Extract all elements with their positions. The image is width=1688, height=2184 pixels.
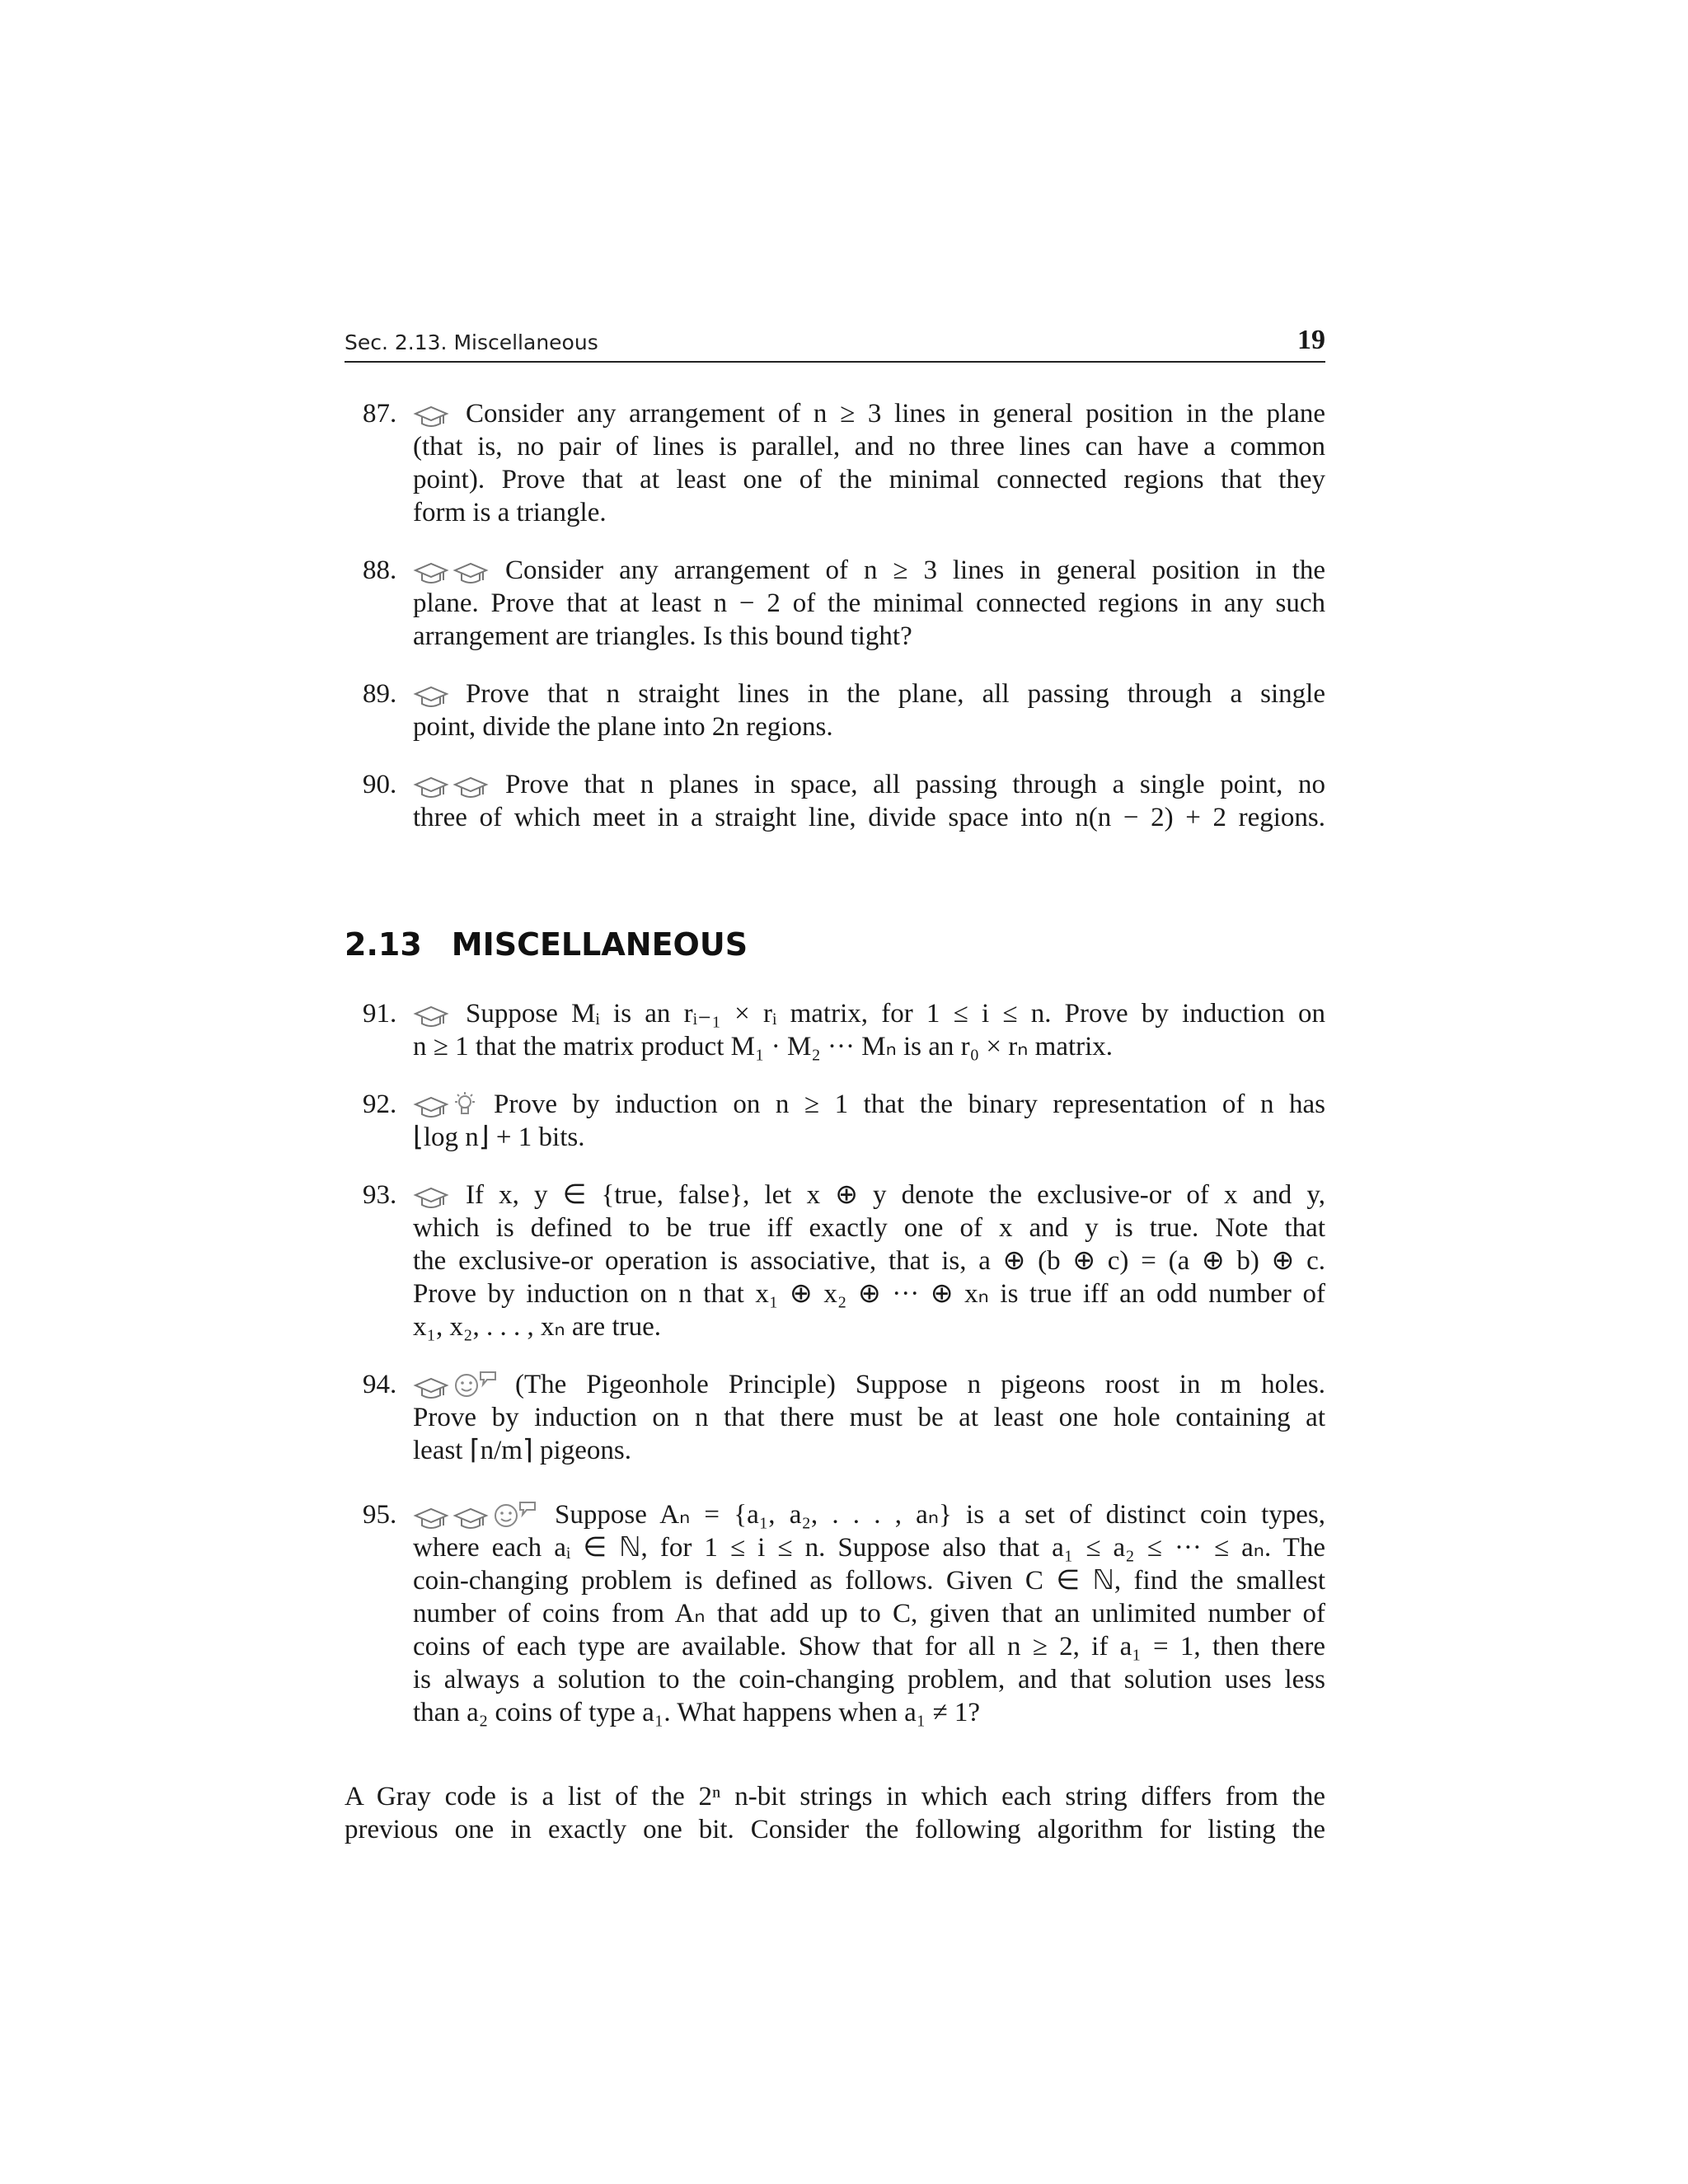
problem-number: 88.: [363, 555, 397, 585]
difficulty-icons: [413, 999, 452, 1032]
problem-line: (The Pigeonhole Principle) Suppose n pigeons roost in m holes.: [413, 1368, 1325, 1401]
problem-line: the exclusive-or operation is associative, that is, a ⊕ (b ⊕ c) = (a ⊕ b) ⊕ c.: [413, 1246, 1325, 1276]
problem-line: (that is, no pair of lines is parallel, and no three lines can have a common: [413, 432, 1325, 462]
problem-line: Suppose Mᵢ is an rᵢ₋₁ × rᵢ matrix, for 1 ≤ i ≤ n. Prove by induction on: [413, 997, 1325, 1030]
difficulty-icons: [413, 1180, 452, 1213]
problem-line: number of coins from Aₙ that add up to C, given that an unlimited number of: [413, 1599, 1325, 1629]
problem-89: [345, 677, 1325, 743]
problem-87: [345, 397, 1325, 529]
page-number: 19: [1297, 325, 1325, 355]
problem-number: 95.: [363, 1500, 397, 1530]
difficulty-icons: [413, 555, 492, 588]
mortarboard-icon: [413, 684, 449, 709]
mortarboard-icon: [452, 1506, 489, 1530]
problem-number: 87.: [363, 399, 397, 429]
problem-line: is always a solution to the coin-changing problem, and that solution uses less: [413, 1665, 1325, 1694]
running-header: [345, 323, 1325, 363]
difficulty-icons: [413, 399, 452, 432]
problem-line: point). Prove that at least one of the minimal connected regions that they: [413, 465, 1325, 494]
problem-line: Prove by induction on n ≥ 1 that the binary representation of n has: [413, 1088, 1325, 1121]
section-title: MISCELLANEOUS: [451, 926, 748, 963]
problem-95: [345, 1498, 1325, 1729]
problem-line: Prove that n straight lines in the plane, all passing through a single: [413, 677, 1325, 710]
difficulty-icons: [413, 770, 492, 803]
mortarboard-icon: [413, 1004, 449, 1029]
mortarboard-icon: [413, 1376, 449, 1400]
mortarboard-icon: [413, 1094, 449, 1119]
problem-line: point, divide the plane into 2n regions.: [413, 712, 833, 742]
problem-94: [345, 1368, 1325, 1467]
mortarboard-icon: [413, 1506, 449, 1530]
problem-line: n ≥ 1 that the matrix product M₁ · M₂ ··· Mₙ is an r₀ × rₙ matrix.: [413, 1032, 1114, 1062]
mortarboard-icon: [413, 560, 449, 585]
smiley-speech-icon: [492, 1499, 538, 1530]
problem-line: Consider any arrangement of n ≥ 3 lines in general position in the: [413, 554, 1325, 587]
problem-91: [345, 997, 1325, 1063]
problem-number: 90.: [363, 770, 397, 799]
difficulty-icons: [413, 679, 452, 712]
problem-line: coins of each type are available. Show that for all n ≥ 2, if a₁ = 1, then there: [413, 1632, 1325, 1661]
difficulty-icons: [413, 1499, 542, 1534]
section-heading: [345, 926, 748, 963]
smiley-speech-icon: [452, 1369, 499, 1400]
mortarboard-icon: [452, 775, 489, 799]
problem-line: Prove by induction on n that x₁ ⊕ x₂ ⊕ ··· ⊕ xₙ is true iff an odd number of: [413, 1279, 1325, 1309]
difficulty-icons: [413, 1369, 502, 1404]
problem-88: [345, 554, 1325, 653]
problem-93: [345, 1179, 1325, 1343]
problem-line: x₁, x₂, . . . , xₙ are true.: [413, 1312, 661, 1342]
paragraph-line: A Gray code is a list of the 2ⁿ n-bit strings in which each string differs from the: [345, 1782, 1325, 1811]
problem-number: 94.: [363, 1370, 397, 1399]
problem-line: ⌊log n⌋ + 1 bits.: [413, 1122, 585, 1152]
mortarboard-icon: [413, 775, 449, 799]
problem-line: Prove by induction on n that there must be at least one hole containing at: [413, 1403, 1325, 1432]
problem-line: Prove that n planes in space, all passing through a single point, no: [413, 768, 1325, 801]
running-header-section: Sec. 2.13. Miscellaneous: [345, 330, 598, 354]
problem-line: where each aᵢ ∈ ℕ, for 1 ≤ i ≤ n. Suppose also that a₁ ≤ a₂ ≤ ··· ≤ aₙ. The: [413, 1533, 1325, 1563]
problem-line: Consider any arrangement of n ≥ 3 lines in general position in the plane: [413, 397, 1325, 430]
problem-number: 93.: [363, 1180, 397, 1210]
problem-number: 89.: [363, 679, 397, 709]
mortarboard-icon: [413, 404, 449, 429]
problem-line: arrangement are triangles. Is this bound tight?: [413, 621, 912, 651]
lightbulb-icon: [452, 1091, 477, 1119]
problem-line: three of which meet in a straight line, divide space into n(n − 2) + 2 regions.: [413, 803, 1325, 832]
gray-code-paragraph: [345, 1780, 1325, 1846]
problem-line: If x, y ∈ {true, false}, let x ⊕ y denote the exclusive-or of x and y,: [413, 1179, 1325, 1212]
problem-line: Suppose Aₙ = {a₁, a₂, . . . , aₙ} is a set of distinct coin types,: [413, 1498, 1325, 1531]
problem-line: than a₂ coins of type a₁. What happens when a₁ ≠ 1?: [413, 1698, 980, 1727]
problem-line: form is a triangle.: [413, 498, 607, 527]
mortarboard-icon: [452, 560, 489, 585]
problem-line: coin-changing problem is defined as follows. Given C ∈ ℕ, find the smallest: [413, 1566, 1325, 1596]
difficulty-icons: [413, 1090, 481, 1122]
problem-number: 92.: [363, 1090, 397, 1119]
problem-line: which is defined to be true iff exactly one of x and y is true. Note that: [413, 1213, 1325, 1243]
paragraph-line: previous one in exactly one bit. Consider the following algorithm for listing the: [345, 1815, 1325, 1844]
problem-number: 91.: [363, 999, 397, 1029]
problem-92: [345, 1088, 1325, 1154]
problem-line: least ⌈n/m⌉ pigeons.: [413, 1436, 631, 1465]
mortarboard-icon: [413, 1185, 449, 1210]
section-number: 2.13: [345, 926, 422, 963]
problem-90: [345, 768, 1325, 834]
problem-line: plane. Prove that at least n − 2 of the minimal connected regions in any such: [413, 588, 1325, 618]
